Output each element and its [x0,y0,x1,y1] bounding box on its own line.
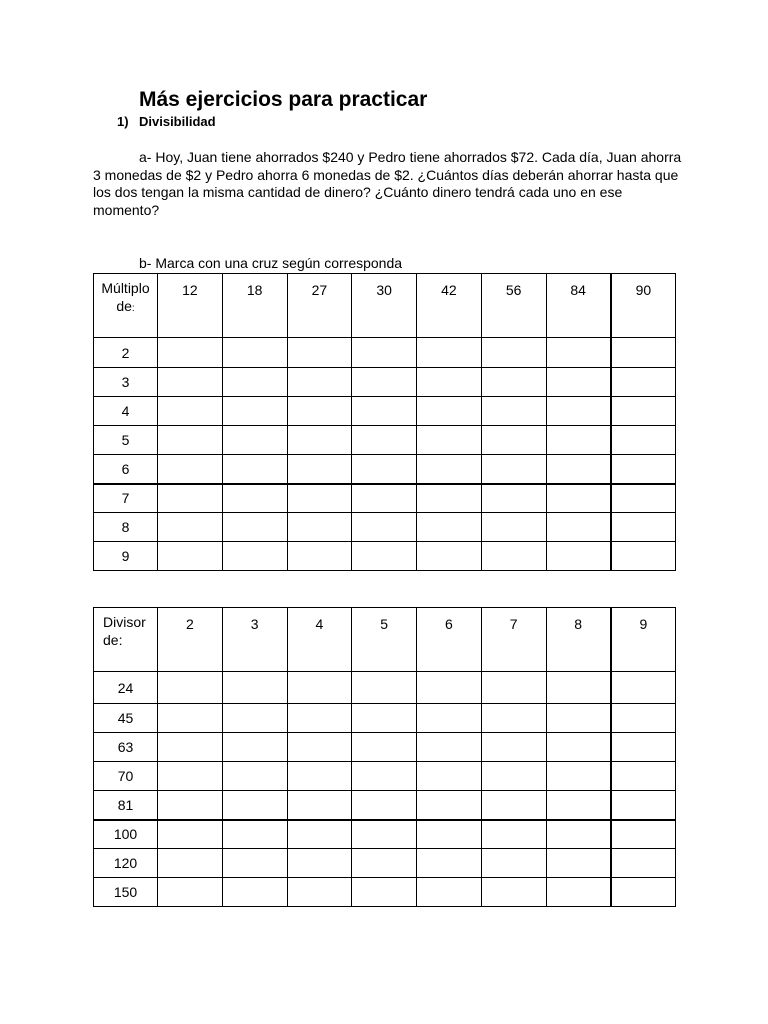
multiplo-answer-cell[interactable] [546,542,611,571]
divisor-row-label: 150 [94,878,158,907]
multiplo-table-row [94,338,676,368]
multiplo-answer-cell[interactable] [417,542,482,571]
multiplo-answer-cell[interactable] [158,513,223,542]
divisor-answer-cell[interactable] [481,878,546,907]
divisor-corner-line1: Divisor [103,614,146,630]
multiplo-answer-cell[interactable] [287,513,352,542]
divisor-answer-cell[interactable] [611,849,676,878]
multiplo-answer-cell[interactable] [158,368,223,397]
multiplo-column-header: 18 [222,274,287,338]
divisor-answer-cell[interactable] [352,878,417,907]
divisor-answer-cell[interactable] [546,704,611,733]
multiplo-answer-cell[interactable] [611,397,676,426]
multiplo-answer-cell[interactable] [352,426,417,455]
multiplo-column-header: 42 [417,274,482,338]
divisor-answer-cell[interactable] [287,791,352,820]
multiplo-answer-cell[interactable] [287,397,352,426]
divisor-answer-cell[interactable] [611,878,676,907]
multiplo-answer-cell[interactable] [222,368,287,397]
divisor-answer-cell[interactable] [352,791,417,820]
divisor-answer-cell[interactable] [222,791,287,820]
multiplo-table-row [94,513,676,542]
multiplo-answer-cell[interactable] [222,484,287,513]
multiplo-header-row [94,274,676,338]
divisor-answer-cell[interactable] [481,672,546,704]
divisor-answer-cell[interactable] [287,672,352,704]
multiplo-answer-cell[interactable] [417,484,482,513]
divisor-answer-cell[interactable] [546,878,611,907]
multiplo-column-header: 27 [287,274,352,338]
multiplo-corner-label [94,274,158,338]
divisor-answer-cell[interactable] [546,672,611,704]
multiplo-column-header: 12 [158,274,223,338]
divisor-corner-line2: de: [103,632,123,648]
divisor-column-header: 9 [611,608,676,672]
multiplo-answer-cell[interactable] [417,455,482,484]
multiplo-answer-cell[interactable] [417,397,482,426]
multiplo-answer-cell[interactable] [287,338,352,368]
multiplo-answer-cell[interactable] [287,542,352,571]
multiplo-answer-cell[interactable] [222,513,287,542]
divisor-table-row [94,704,676,733]
multiplo-column-header: 30 [352,274,417,338]
divisor-answer-cell[interactable] [417,672,482,704]
multiplo-answer-cell[interactable] [546,426,611,455]
divisor-row-label: 45 [94,704,158,733]
multiplo-row-label: 5 [94,426,158,455]
divisor-answer-cell[interactable] [352,704,417,733]
divisor-answer-cell[interactable] [611,791,676,820]
multiplo-table-row [94,426,676,455]
multiplo-answer-cell[interactable] [352,484,417,513]
multiplo-answer-cell[interactable] [417,426,482,455]
divisor-row-label: 120 [94,849,158,878]
divisor-answer-cell[interactable] [352,849,417,878]
multiplo-answer-cell[interactable] [352,397,417,426]
multiplo-answer-cell[interactable] [611,368,676,397]
multiplo-answer-cell[interactable] [158,455,223,484]
multiplo-answer-cell[interactable] [546,397,611,426]
divisor-answer-cell[interactable] [222,849,287,878]
multiplo-answer-cell[interactable] [352,338,417,368]
multiplo-corner-line2 [94,297,157,318]
divisor-table-row [94,762,676,791]
multiplo-table-row [94,368,676,397]
multiplo-answer-cell[interactable] [546,513,611,542]
multiplo-row-label: 4 [94,397,158,426]
divisor-answer-cell[interactable] [352,733,417,762]
divisor-column-header: 7 [481,608,546,672]
multiplo-table-row [94,397,676,426]
multiplo-row-label: 2 [94,338,158,368]
multiplo-answer-cell[interactable] [352,513,417,542]
multiplo-row-label: 7 [94,484,158,513]
multiplo-answer-cell[interactable] [158,397,223,426]
divisor-answer-cell[interactable] [287,733,352,762]
multiplo-answer-cell[interactable] [546,368,611,397]
multiplo-answer-cell[interactable] [481,455,546,484]
divisor-answer-cell[interactable] [546,762,611,791]
multiplo-answer-cell[interactable] [546,484,611,513]
divisor-answer-cell[interactable] [158,762,223,791]
divisor-answer-cell[interactable] [417,733,482,762]
multiplo-answer-cell[interactable] [222,455,287,484]
divisor-table-row [94,878,676,907]
divisor-row-label: 100 [94,820,158,849]
multiplo-answer-cell[interactable] [158,338,223,368]
multiplo-row-label: 9 [94,542,158,571]
multiplo-column-header: 56 [481,274,546,338]
divisor-answer-cell[interactable] [222,733,287,762]
divisor-row-label: 81 [94,791,158,820]
multiplo-table [93,273,676,571]
page-title: Más ejercicios para practicar [139,88,428,111]
divisor-column-header: 4 [287,608,352,672]
multiplo-answer-cell[interactable] [481,484,546,513]
multiplo-answer-cell[interactable] [158,484,223,513]
divisor-table-row [94,849,676,878]
multiplo-answer-cell[interactable] [287,455,352,484]
divisor-answer-cell[interactable] [222,878,287,907]
divisor-answer-cell[interactable] [546,733,611,762]
multiplo-answer-cell[interactable] [481,397,546,426]
multiplo-answer-cell[interactable] [611,338,676,368]
divisor-table-row [94,820,676,849]
divisor-row-label: 70 [94,762,158,791]
multiplo-answer-cell[interactable] [287,484,352,513]
divisor-answer-cell[interactable] [158,733,223,762]
multiplo-answer-cell[interactable] [611,455,676,484]
divisor-answer-cell[interactable] [481,704,546,733]
multiplo-answer-cell[interactable] [546,338,611,368]
multiplo-column-header: 84 [546,274,611,338]
divisor-answer-cell[interactable] [417,791,482,820]
divisor-table-row [94,733,676,762]
multiplo-answer-cell[interactable] [611,513,676,542]
divisor-answer-cell[interactable] [417,849,482,878]
divisor-column-header: 3 [222,608,287,672]
divisor-column-header: 6 [417,608,482,672]
multiplo-answer-cell[interactable] [287,368,352,397]
divisor-answer-cell[interactable] [546,791,611,820]
multiplo-answer-cell[interactable] [352,455,417,484]
divisor-answer-cell[interactable] [287,820,352,849]
multiplo-table-row [94,455,676,484]
multiplo-answer-cell[interactable] [222,338,287,368]
divisor-answer-cell[interactable] [481,762,546,791]
divisor-answer-cell[interactable] [417,820,482,849]
divisor-column-header: 8 [546,608,611,672]
divisor-answer-cell[interactable] [222,820,287,849]
divisor-table-row [94,672,676,704]
divisor-answer-cell[interactable] [222,672,287,704]
multiplo-answer-cell[interactable] [222,542,287,571]
divisor-answer-cell[interactable] [417,762,482,791]
divisor-answer-cell[interactable] [352,820,417,849]
divisor-answer-cell[interactable] [352,762,417,791]
divisor-table [93,607,676,907]
multiplo-answer-cell[interactable] [417,513,482,542]
multiplo-answer-cell[interactable] [222,397,287,426]
exercise-a-text: a- Hoy, Juan tiene ahorrados $240 y Pedro tiene ahorrados $72. Cada día, Juan ahorra 3 monedas de $2 y Pedro ahorra 6 monedas de $2. ¿Cuántos días deberán ahorrar hasta que los dos tengan la misma cantidad de dinero? ¿Cuánto dinero tendrá cada uno en ese momento? [93,149,682,219]
multiplo-corner-colon: : [131,303,135,314]
divisor-table-row [94,791,676,820]
multiplo-corner-line1: Múltiplo [101,280,150,296]
multiplo-answer-cell[interactable] [481,542,546,571]
exercise-b-instruction: b- Marca con una cruz según corresponda [139,255,403,271]
divisor-answer-cell[interactable] [611,672,676,704]
multiplo-answer-cell[interactable] [158,426,223,455]
divisor-answer-cell[interactable] [287,849,352,878]
section-title: Divisibilidad [139,114,216,129]
multiplo-row-label: 8 [94,513,158,542]
divisor-answer-cell[interactable] [546,820,611,849]
multiplo-answer-cell[interactable] [158,542,223,571]
section-number: 1) [117,114,129,129]
divisor-corner-label [94,608,158,672]
divisor-answer-cell[interactable] [158,820,223,849]
divisor-answer-cell[interactable] [611,704,676,733]
divisor-column-header: 5 [352,608,417,672]
multiplo-answer-cell[interactable] [352,368,417,397]
divisor-answer-cell[interactable] [158,878,223,907]
multiplo-corner-word: de [116,298,132,314]
divisor-answer-cell[interactable] [417,704,482,733]
multiplo-column-header: 90 [611,274,676,338]
divisor-answer-cell[interactable] [481,820,546,849]
divisor-answer-cell[interactable] [158,849,223,878]
multiplo-answer-cell[interactable] [611,484,676,513]
multiplo-answer-cell[interactable] [417,338,482,368]
divisor-answer-cell[interactable] [352,672,417,704]
divisor-answer-cell[interactable] [611,733,676,762]
divisor-answer-cell[interactable] [158,791,223,820]
multiplo-row-label: 3 [94,368,158,397]
multiplo-answer-cell[interactable] [611,542,676,571]
multiplo-table-row [94,484,676,513]
divisor-answer-cell[interactable] [287,704,352,733]
divisor-answer-cell[interactable] [481,791,546,820]
divisor-answer-cell[interactable] [287,762,352,791]
divisor-answer-cell[interactable] [287,878,352,907]
multiplo-answer-cell[interactable] [481,368,546,397]
divisor-answer-cell[interactable] [158,704,223,733]
multiplo-answer-cell[interactable] [481,426,546,455]
divisor-row-label: 63 [94,733,158,762]
divisor-answer-cell[interactable] [222,704,287,733]
multiplo-answer-cell[interactable] [287,426,352,455]
multiplo-answer-cell[interactable] [481,513,546,542]
multiplo-table-row [94,542,676,571]
divisor-row-label: 24 [94,672,158,704]
divisor-answer-cell[interactable] [611,820,676,849]
multiplo-answer-cell[interactable] [417,368,482,397]
multiplo-row-label: 6 [94,455,158,484]
divisor-answer-cell[interactable] [481,849,546,878]
divisor-answer-cell[interactable] [158,672,223,704]
divisor-answer-cell[interactable] [481,733,546,762]
divisor-answer-cell[interactable] [417,878,482,907]
multiplo-answer-cell[interactable] [222,426,287,455]
divisor-answer-cell[interactable] [611,762,676,791]
multiplo-answer-cell[interactable] [481,338,546,368]
multiplo-answer-cell[interactable] [611,426,676,455]
multiplo-answer-cell[interactable] [546,455,611,484]
divisor-header-row [94,608,676,672]
divisor-answer-cell[interactable] [222,762,287,791]
divisor-column-header: 2 [158,608,223,672]
divisor-answer-cell[interactable] [546,849,611,878]
multiplo-answer-cell[interactable] [352,542,417,571]
